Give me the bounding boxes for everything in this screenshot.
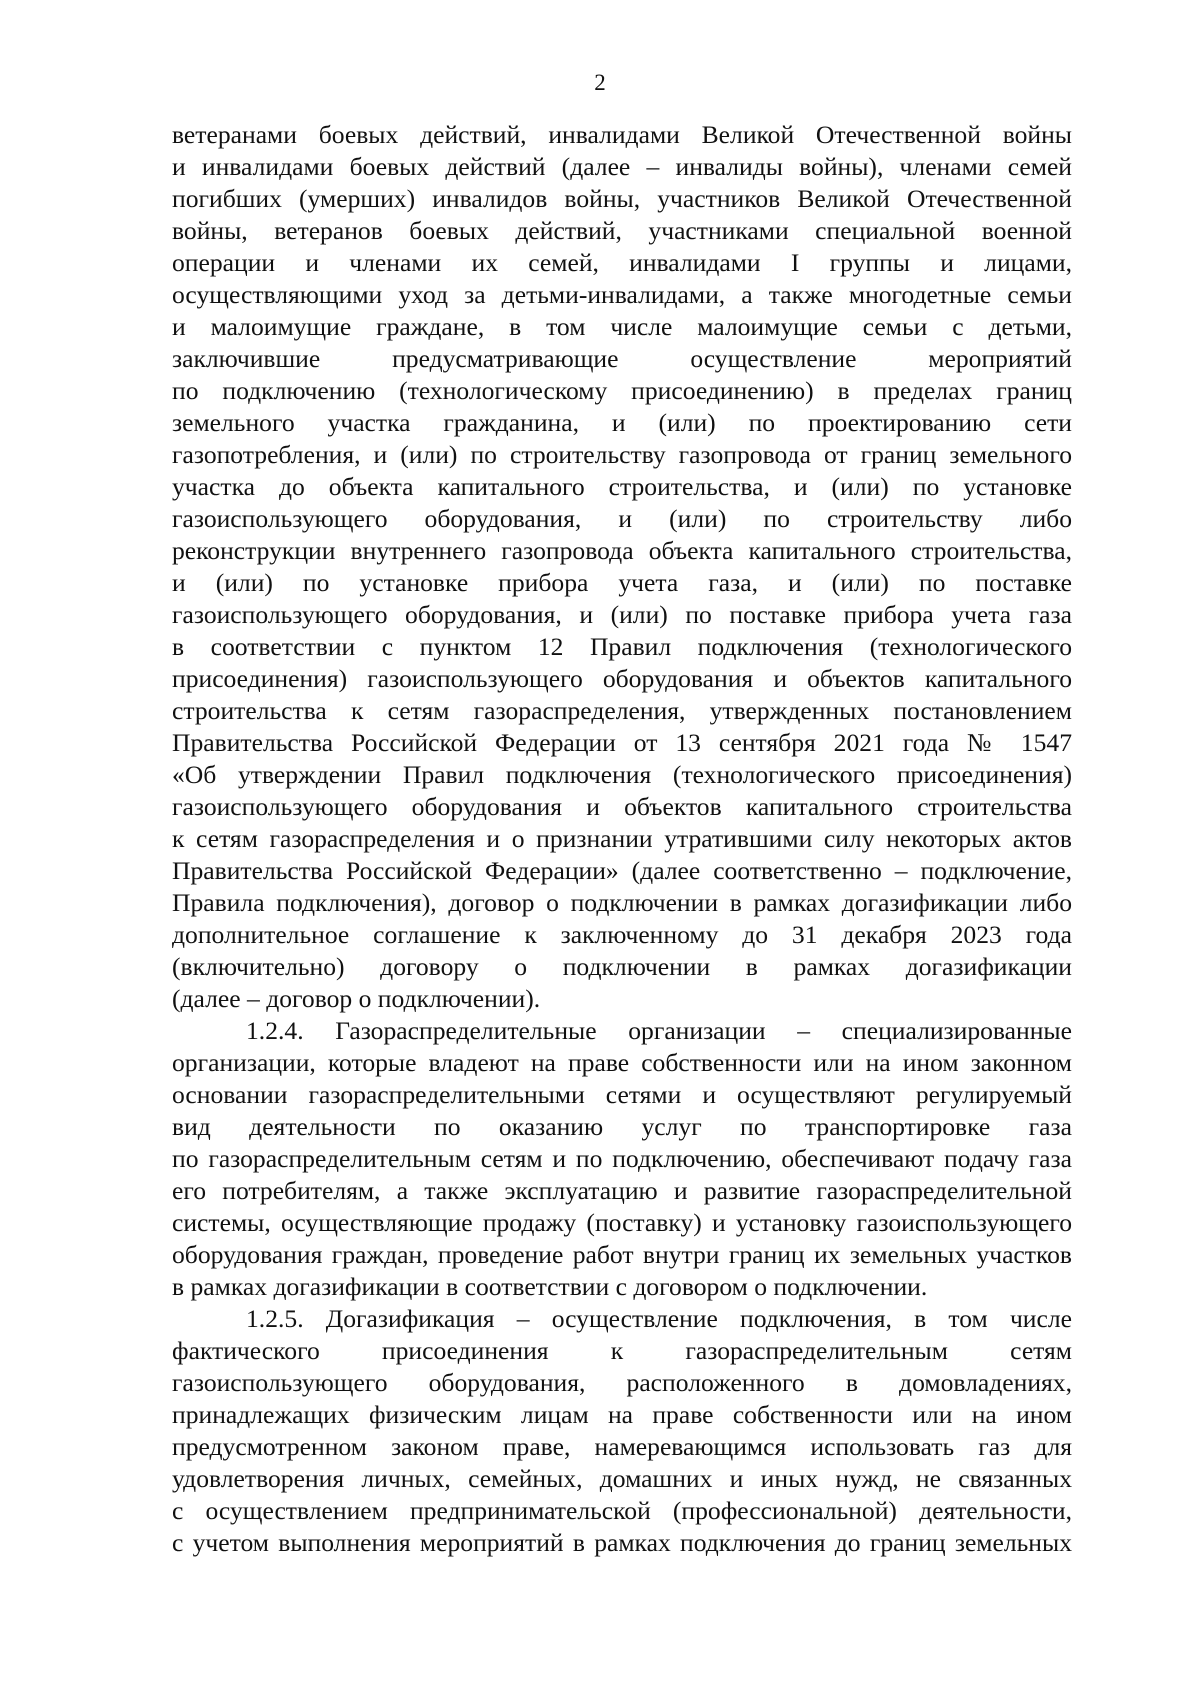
text-line: системы, осуществляющие продажу (поставку) и установку газоиспользующего <box>172 1208 1072 1237</box>
text-line: с учетом выполнения мероприятий в рамках подключения до границ земельных <box>172 1528 1072 1557</box>
text-line: газоиспользующего оборудования и объектов капитального строительства <box>172 792 1072 821</box>
text-line: по подключению (технологическому присоединению) в пределах границ <box>172 376 1072 405</box>
text-line: в рамках догазификации в соответствии с договором о подключении. <box>172 1272 928 1301</box>
text-line: земельного участка гражданина, и (или) по проектированию сети <box>172 408 1072 437</box>
text-line: реконструкции внутреннего газопровода объекта капитального строительства, <box>172 536 1072 565</box>
text-line: вид деятельности по оказанию услуг по транспортировке газа <box>172 1112 1072 1141</box>
text-line: оборудования граждан, проведение работ внутри границ их земельных участков <box>172 1240 1072 1269</box>
text-line: погибших (умерших) инвалидов войны, участников Великой Отечественной <box>172 184 1072 213</box>
text-line: ветеранами боевых действий, инвалидами Великой Отечественной войны <box>172 120 1072 149</box>
text-line: дополнительное соглашение к заключенному до 31 декабря 2023 года <box>172 920 1072 949</box>
text-line: по газораспределительным сетям и по подключению, обеспечивают подачу газа <box>172 1144 1072 1173</box>
text-line: организации, которые владеют на праве собственности или на ином законном <box>172 1048 1072 1077</box>
text-line: Правила подключения), договор о подключении в рамках догазификации либо <box>172 888 1072 917</box>
text-line: предусмотренном законом праве, намеревающимся использовать газ для <box>172 1432 1072 1461</box>
text-line: операции и членами их семей, инвалидами I группы и лицами, <box>172 248 1072 277</box>
text-line: принадлежащих физическим лицам на праве собственности или на ином <box>172 1400 1072 1429</box>
text-line: 1.2.5. Догазификация – осуществление подключения, в том числе <box>246 1304 1072 1333</box>
text-line: его потребителям, а также эксплуатацию и развитие газораспределительной <box>172 1176 1072 1205</box>
text-line: газоиспользующего оборудования, расположенного в домовладениях, <box>172 1368 1072 1397</box>
text-line: (включительно) договору о подключении в рамках догазификации <box>172 952 1072 981</box>
text-line: газоиспользующего оборудования, и (или) по строительству либо <box>172 504 1072 533</box>
text-line: строительства к сетям газораспределения, утвержденных постановлением <box>172 696 1072 725</box>
text-line: и малоимущие граждане, в том числе малоимущие семьи с детьми, <box>172 312 1072 341</box>
document-body <box>172 119 1072 1559</box>
text-line: Правительства Российской Федерации» (далее соответственно – подключение, <box>172 856 1072 885</box>
page-number: 2 <box>594 70 606 95</box>
text-line: «Об утверждении Правил подключения (технологического присоединения) <box>172 760 1072 789</box>
text-line: войны, ветеранов боевых действий, участниками специальной военной <box>172 216 1072 245</box>
text-line: (далее – договор о подключении). <box>172 984 541 1013</box>
text-line: удовлетворения личных, семейных, домашних и иных нужд, не связанных <box>172 1464 1072 1493</box>
text-line: основании газораспределительными сетями и осуществляют регулируемый <box>172 1080 1072 1109</box>
text-line: в соответствии с пунктом 12 Правил подключения (технологического <box>172 632 1072 661</box>
text-line: к сетям газораспределения и о признании утратившими силу некоторых актов <box>172 824 1072 853</box>
text-line: и (или) по установке прибора учета газа, и (или) по поставке <box>172 568 1072 597</box>
text-line: фактического присоединения к газораспределительным сетям <box>172 1336 1072 1365</box>
text-line: осуществляющими уход за детьми-инвалидами, а также многодетные семьи <box>172 280 1072 309</box>
text-line: присоединения) газоиспользующего оборудования и объектов капитального <box>172 664 1072 693</box>
text-line: заключившие предусматривающие осуществление мероприятий <box>172 344 1072 373</box>
text-line: Правительства Российской Федерации от 13 сентября 2021 года № 1547 <box>172 728 1072 757</box>
text-line: 1.2.4. Газораспределительные организации – специализированные <box>246 1016 1072 1045</box>
text-line: газопотребления, и (или) по строительству газопровода от границ земельного <box>172 440 1072 469</box>
text-line: участка до объекта капитального строительства, и (или) по установке <box>172 472 1072 501</box>
text-line: газоиспользующего оборудования, и (или) по поставке прибора учета газа <box>172 600 1072 629</box>
text-line: с осуществлением предпринимательской (профессиональной) деятельности, <box>172 1496 1072 1525</box>
text-line: и инвалидами боевых действий (далее – инвалиды войны), членами семей <box>172 152 1072 181</box>
